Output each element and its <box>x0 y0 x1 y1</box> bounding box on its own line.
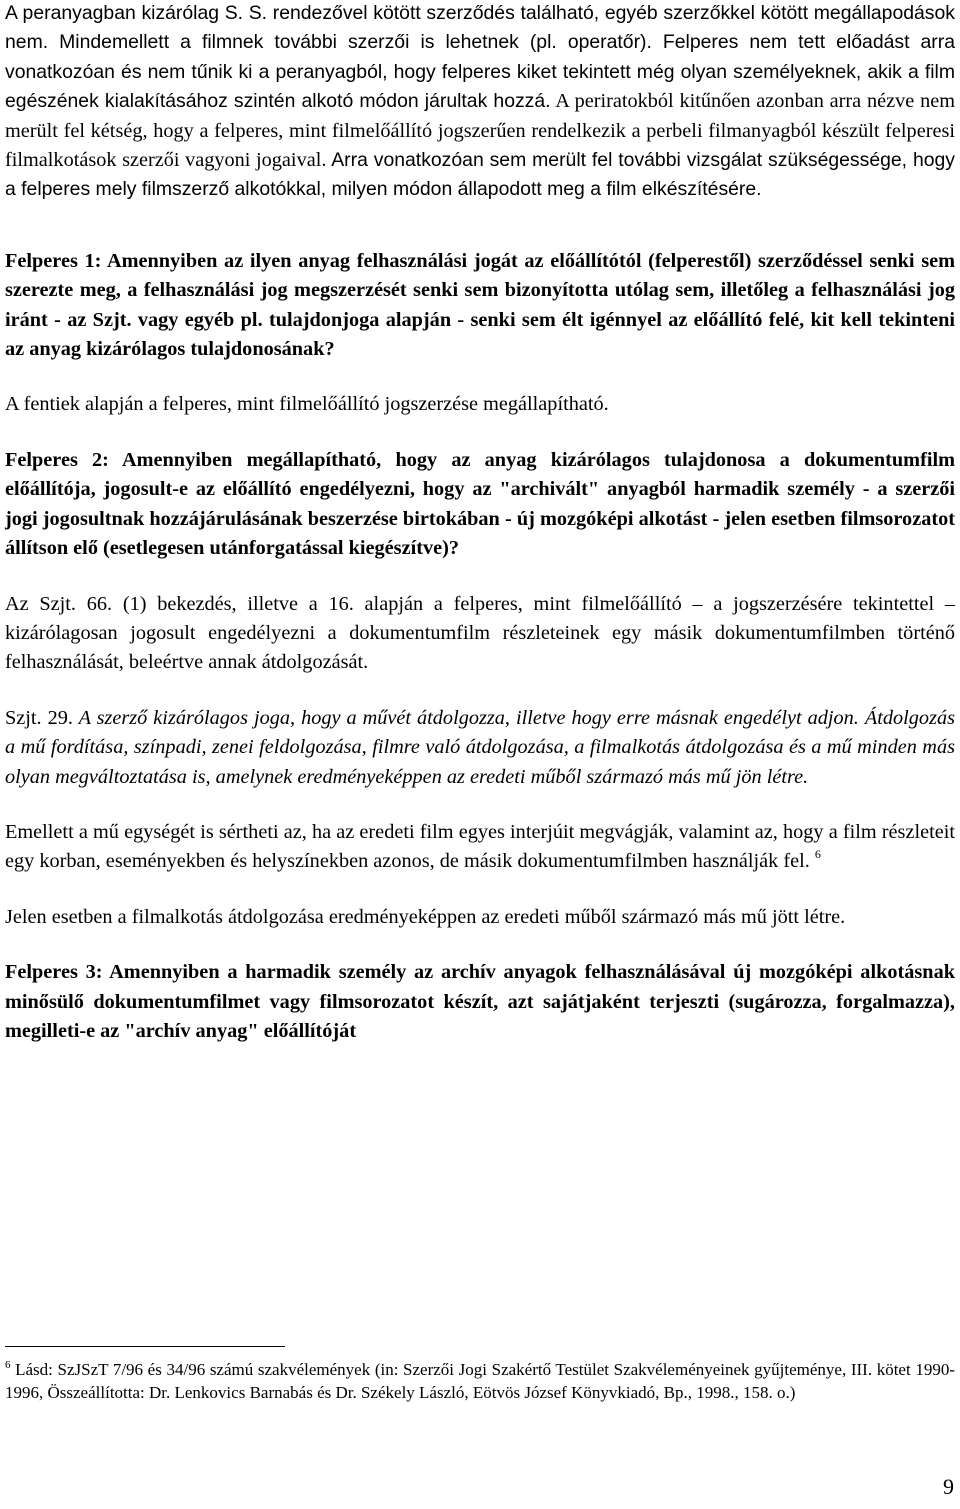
question-1: Felperes 1: Amennyiben az ilyen anyag felhasználási jogát az előállítótól (felperestől) szerződéssel senki sem szerezte meg, a felhasználási jog megszerzését senki sem bizonyította utólag sem, illetőleg a felhasználási jog iránt - az Szjt. vagy egyéb pl. tulajdonjoga alapján - senki sem élt igénnyel az előállító felé, kit kell tekinteni az anyag kizárólagos tulajdonosának? <box>5 249 955 361</box>
page-number: 9 <box>943 1474 954 1499</box>
paragraph-intro-sans: A peranyagban kizárólag S. S. rendezővel kötött szerződés található, egyéb szerzőkkel kötött megállapodások nem. Mindemellett a filmnek további szerzői is lehetnek (pl. operatőr). Felperes nem tett előadást arra vonatkozóan és nem tűnik ki a peranyagból, hogy felperes kiket tekintett még olyan személyeknek, akik a film egészének kialakításához szintén alkotó módon járultak hozzá. <box>5 2 955 113</box>
footnote <box>5 1359 955 1404</box>
law-quote-reference: Szjt. 29. <box>5 706 73 729</box>
footnote-marker: 6 <box>5 1359 11 1371</box>
law-quote-text: A szerző kizárólagos joga, hogy a művét átdolgozza, illetve hogy erre másnak engedélyt adjon. Átdolgozás a mű fordítása, színpadi, zenei feldolgozása, filmre való átdolgozása, a filmalkotás átdolgozása és a mű minden más olyan megváltoztatása is, amelynek eredményeképpen az eredeti műből származó más mű jön létre. <box>5 706 955 788</box>
footnote-divider <box>5 1346 285 1347</box>
paragraph-emellett <box>5 818 955 877</box>
question-3: Felperes 3: Amennyiben a harmadik személy az archív anyagok felhasználásával új mozgóképi alkotásnak minősülő dokumentumfilmet vagy filmsorozatot készít, azt sajátjaként terjeszti (sugározza, forgalmazza), megilleti-e az "archív anyag" előállítóját <box>5 961 955 1042</box>
paragraph-jelen: Jelen esetben a filmalkotás átdolgozása eredményeképpen az eredeti műből származó más mű jött létre. <box>5 905 846 928</box>
question-2: Felperes 2: Amennyiben megállapítható, hogy az anyag kizárólagos tulajdonosa a dokumentumfilm előállítója, jogosult-e az előállító engedélyezni, hogy az "archivált" anyagból harmadik személy - a szerzői jogi jogosultnak hozzájárulásának beszerzése birtokában - új mozgóképi alkotást - jelen esetben filmsorozatot állítson elő (esetlegesen utánforgatással kiegészítve)? <box>5 448 955 560</box>
paragraph-intro-serif: A periratokból kitűnően azonban arra nézve nem merült fel kétség, hogy a felperes, mint filmelőállító jogszerűen rendelkezik a perbeli filmanyagból készült felperesi filmalkotások szerzői vagyoni jogaival. <box>5 90 955 172</box>
answer-1: A fentiek alapján a felperes, mint filmelőállító jogszerzése megállapítható. <box>5 393 609 416</box>
paragraph-intro-sans-end: Arra vonatkozóan sem merült fel további vizsgálat szükségessége, hogy a felperes mely filmszerző alkotókkal, milyen módon állapodott meg a film elkészítésére. <box>5 149 956 201</box>
footnote-text: Lásd: SzJSzT 7/96 és 34/96 számú szakvélemények (in: Szerzői Jogi Szakértő Testület Szakvéleményeinek gyűjteménye, III. kötet 1990-1996, Összeállította: Dr. Lenkovics Barnabás és Dr. Székely László, Eötvös József Könyvkiadó, Bp., 1998., 158. o.) <box>5 1360 955 1402</box>
paragraph-intro <box>5 0 955 205</box>
law-quote <box>5 704 955 792</box>
footnote-reference[interactable]: 6 <box>814 847 821 862</box>
paragraph-emellett-text: Emellett a mű egységét is sértheti az, ha az eredeti film egyes interjúit megvágják, valamint az, hogy a film részleteit egy korban, eseményekben és helyszínekben azonos, de másik dokumentumfilmben használják fel. <box>5 820 955 873</box>
answer-2: Az Szjt. 66. (1) bekezdés, illetve a 16. alapján a felperes, mint filmelőállító – a jogszerzésére tekintettel – kizárólagosan jogosult engedélyezni a dokumentumfilm részleteinek egy másik dokumentumfilmben történő felhasználását, beleértve annak átdolgozását. <box>5 592 955 674</box>
document-page <box>5 0 955 1046</box>
